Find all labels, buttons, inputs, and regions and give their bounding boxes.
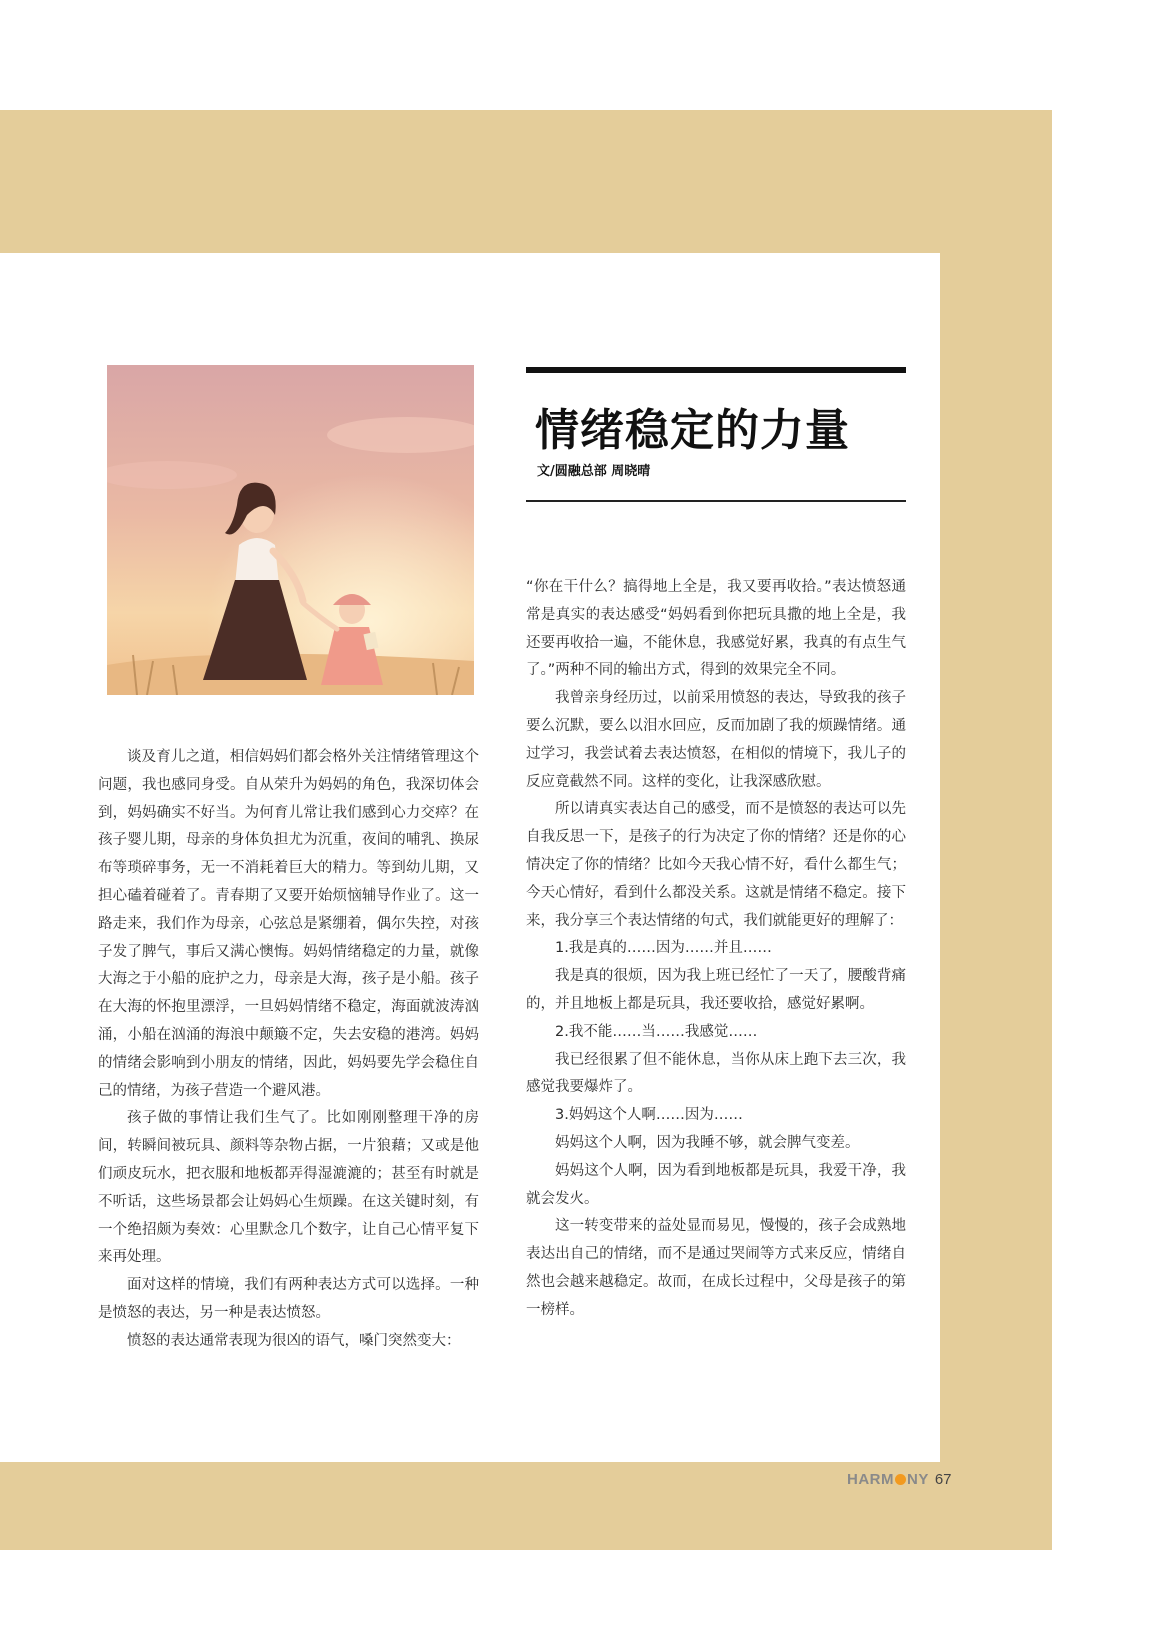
paragraph: 这一转变带来的益处显而易见，慢慢的，孩子会成熟地表达出自己的情绪，而不是通过哭闹等方式来反应，情绪自然也会越来越稳定。故而，在成长过程中，父母是孩子的第一榜样。 (526, 1218, 906, 1318)
article-byline: 文/圆融总部 周晓晴 (537, 464, 651, 479)
right-column (526, 574, 906, 1325)
logo-dot-icon (895, 1474, 906, 1485)
sentence-pattern-heading: 1.我是真的……因为……并且…… (555, 940, 772, 957)
paragraph: 所以请真实表达自己的感受，而不是愤怒的表达可以先自我反思一下，是孩子的行为决定了你的情绪？还是你的心情决定了你的情绪？比如今天我心情不好，看什么都生气；今天心情好，看到什么都没关系。这就是情绪不稳定。接下来，我分享三个表达情绪的句式，我们就能更好的理解了： (526, 801, 906, 929)
paragraph: “你在干什么？搞得地上全是，我又要再收拾。”表达愤怒通常是真实的表达感受“妈妈看到你把玩具撒的地上全是，我还要再收拾一遍，不能休息，我感觉好累，我真的有点生气了。”两种不同的输出方式，得到的效果完全不同。 (526, 579, 906, 679)
title-top-rule (526, 367, 906, 373)
paragraph: 我曾亲身经历过，以前采用愤怒的表达，导致我的孩子要么沉默，要么以泪水回应，反而加剧了我的烦躁情绪。通过学习，我尝试着去表达愤怒，在相似的情境下，我儿子的反应竟截然不同。这样的变化，让我深感欣慰。 (526, 690, 906, 790)
paragraph: 我已经很累了但不能休息，当你从床上跑下去三次，我感觉我要爆炸了。 (526, 1051, 906, 1096)
page-number: 67 (934, 1471, 952, 1488)
sentence-pattern-heading: 2.我不能……当……我感觉…… (555, 1023, 758, 1040)
paragraph: 孩子做的事情让我们生气了。比如刚刚整理干净的房间，转瞬间被玩具、颜料等杂物占据，一片狼藉；又或是他们顽皮玩水，把衣服和地板都弄得湿漉漉的；甚至有时就是不听话，这些场景都会让妈妈心生烦躁。在这关键时刻，有一个绝招颇为奏效：心里默念几个数字，让自己心情平复下来再处理。 (98, 1110, 479, 1266)
harmony-logo: HARM NY (847, 1471, 929, 1488)
sentence-pattern-heading: 3.妈妈这个人啊……因为…… (555, 1107, 743, 1124)
paragraph: 谈及育儿之道，相信妈妈们都会格外关注情绪管理这个问题，我也感同身受。自从荣升为妈妈的角色，我深切体会到，妈妈确实不好当。为何育儿常让我们感到心力交瘁？在孩子婴儿期，母亲的身体负担尤为沉重，夜间的哺乳、换尿布等琐碎事务，无一不消耗着巨大的精力。等到幼儿期，又担心磕着碰着了。青春期了又要开始烦恼辅导作业了。这一路走来，我们作为母亲，心弦总是紧绷着，偶尔失控，对孩子发了脾气，事后又满心懊悔。妈妈情绪稳定的力量，就像大海之于小船的庇护之力，母亲是大海，孩子是小船。孩子在大海的怀抱里漂浮，一旦妈妈情绪不稳定，海面就波涛汹涌，小船在汹涌的海浪中颠簸不定，失去安稳的港湾。妈妈的情绪会影响到小朋友的情绪，因此，妈妈要先学会稳住自己的情绪，为孩子营造一个避风港。 (98, 749, 479, 1099)
page-footer (847, 1471, 952, 1488)
left-column (98, 744, 479, 1356)
paragraph: 妈妈这个人啊，因为我睡不够，就会脾气变差。 (555, 1134, 860, 1151)
mother-daughter-illustration (107, 365, 474, 695)
paragraph: 妈妈这个人啊，因为看到地板都是玩具，我爱干净，我就会发火。 (526, 1162, 906, 1207)
paragraph: 面对这样的情境，我们有两种表达方式可以选择。一种是愤怒的表达，另一种是表达愤怒。 (98, 1277, 479, 1321)
paragraph: 我是真的很烦，因为我上班已经忙了一天了，腰酸背痛的，并且地板上都是玩具，我还要收拾，感觉好累啊。 (526, 968, 906, 1012)
article-title: 情绪稳定的力量 (535, 405, 850, 456)
title-bottom-rule (526, 500, 906, 502)
paragraph: 愤怒的表达通常表现为很凶的语气，嗓门突然变大： (127, 1332, 461, 1349)
